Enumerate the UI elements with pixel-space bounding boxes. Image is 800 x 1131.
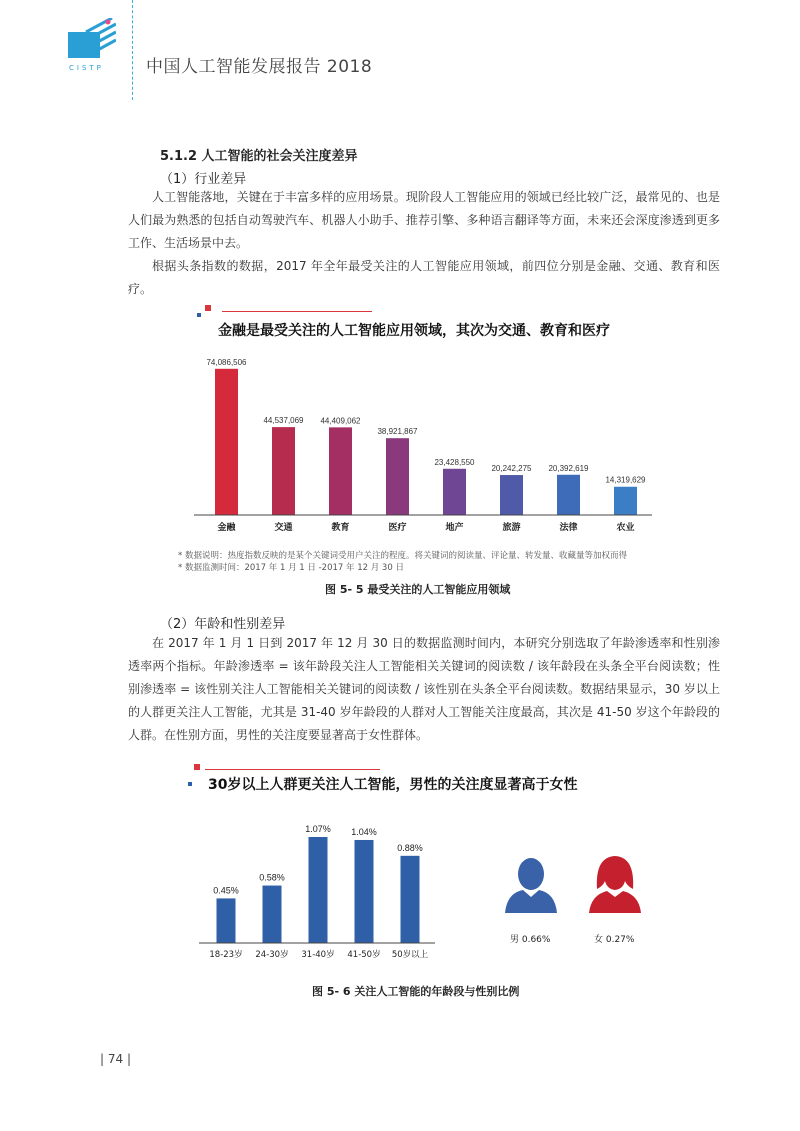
value-label-医疗: 38,921,867 [377,427,418,437]
chart2-title-rule [205,769,380,770]
chart1-title: 金融是最受关注的人工智能应用领域，其次为交通、教育和医疗 [218,323,610,339]
bar-旅游 [500,475,523,515]
category-label-旅游: 旅游 [502,523,521,533]
category-label-交通: 交通 [274,523,293,533]
bar-农业 [614,487,637,515]
bar-法律 [557,475,580,515]
bar-41-50岁 [355,840,374,943]
chart-title-rule [222,311,372,312]
category-label-18-23岁: 18-23岁 [209,950,243,960]
paragraph-age-gender: 在 2017 年 1 月 1 日到 2017 年 12 月 30 日的数据监测时间内，本研究分别选取了年龄渗透率和性别渗透率两个指标。年龄渗透率 = 该年龄段关注人工智能相关关键词的阅读数 / 该年龄段在头条全平台阅读数；性别渗透率 = 该性别关注人工智能相关关键词的阅读数 / 该性别在头条全平台阅读数。数据结果显示，30 岁以上的人群更关注人工智能，尤其是 31-40 岁年龄段的人群对人工智能关注度最高，其次是 41-50 岁这个年龄段的人群。在性别方面，男性的关注度要显著高于女性群体。 [128,636,720,742]
value-label-教育: 44,409,062 [320,416,361,426]
figure1-caption: 图 5- 5 最受关注的人工智能应用领域 [325,583,511,596]
category-label-41-50岁: 41-50岁 [347,950,381,960]
category-label-教育: 教育 [331,523,350,533]
bar-50岁以上 [401,856,420,943]
cistp-logo [68,18,116,74]
svg-text:CISTP: CISTP [69,64,104,72]
page-number: | 74 | [100,1052,131,1066]
bar-18-23岁 [217,898,236,943]
section-heading: 5.1.2 人工智能的社会关注度差异 [160,149,358,164]
industry-bar-chart [190,345,660,540]
bar-31-40岁 [309,837,328,943]
chart-marker-blue [197,313,201,317]
value-label-24-30岁: 0.58% [259,872,285,883]
category-label-31-40岁: 31-40岁 [301,950,335,960]
male-percentage-label: 男 0.66% [510,935,551,945]
bar-交通 [272,427,295,515]
data-note-2: * 数据监测时间：2017 年 1 月 1 日 -2017 年 12 月 30 日 [178,563,404,573]
value-label-31-40岁: 1.07% [305,824,331,834]
category-label-金融: 金融 [217,523,236,533]
value-label-旅游: 20,242,275 [491,464,532,474]
category-label-医疗: 医疗 [388,523,407,533]
value-label-地产: 23,428,550 [434,457,475,467]
female-icon [587,853,643,913]
chart-marker-red [205,305,211,311]
value-label-法律: 20,392,619 [548,463,589,473]
bar-金融 [215,369,238,515]
male-icon [503,853,559,913]
category-label-法律: 法律 [559,523,578,533]
value-label-交通: 44,537,069 [263,416,304,426]
bar-地产 [443,469,466,515]
category-label-50岁以上: 50岁以上 [391,950,429,960]
age-bar-chart [195,815,445,965]
category-label-24-30岁: 24-30岁 [255,950,289,960]
category-label-地产: 地产 [445,523,464,533]
bar-24-30岁 [263,886,282,943]
value-label-41-50岁: 1.04% [351,826,377,837]
value-label-18-23岁: 0.45% [213,885,239,896]
header-divider [132,0,133,100]
bar-医疗 [386,438,409,515]
report-title: 中国人工智能发展报告 2018 [146,57,373,77]
subsection-industry-heading: （1）行业差异 [160,172,247,187]
chart2-marker-red [194,764,200,770]
paragraph-top-four: 根据头条指数的数据，2017 年全年最受关注的人工智能应用领域，前四位分别是金融、交通、教育和医疗。 [128,259,720,296]
category-label-农业: 农业 [616,523,635,533]
female-percentage-label: 女 0.27% [594,935,635,945]
value-label-50岁以上: 0.88% [397,842,423,853]
chart2-marker-blue [188,782,192,786]
chart2-title: 30岁以上人群更关注人工智能，男性的关注度显著高于女性 [208,777,578,793]
data-note-1: * 数据说明：热度指数反映的是某个关键词受用户关注的程度。将关键词的阅读量、评论量、转发量、收藏量等加权而得 [178,551,627,561]
paragraph-industry: 人工智能落地，关键在于丰富多样的应用场景。现阶段人工智能应用的领域已经比较广泛，最常见的、也是人们最为熟悉的包括自动驾驶汽车、机器人小助手、推荐引擎、多种语言翻译等方面，未来还会深度渗透到更多工作、生活场景中去。 [128,190,720,250]
subsection-age-gender-heading: （2）年龄和性别差异 [160,617,286,632]
bar-教育 [329,427,352,515]
value-label-农业: 14,319,629 [605,475,646,485]
figure2-caption: 图 5- 6 关注人工智能的年龄段与性别比例 [312,985,520,998]
value-label-金融: 74,086,506 [206,357,247,367]
